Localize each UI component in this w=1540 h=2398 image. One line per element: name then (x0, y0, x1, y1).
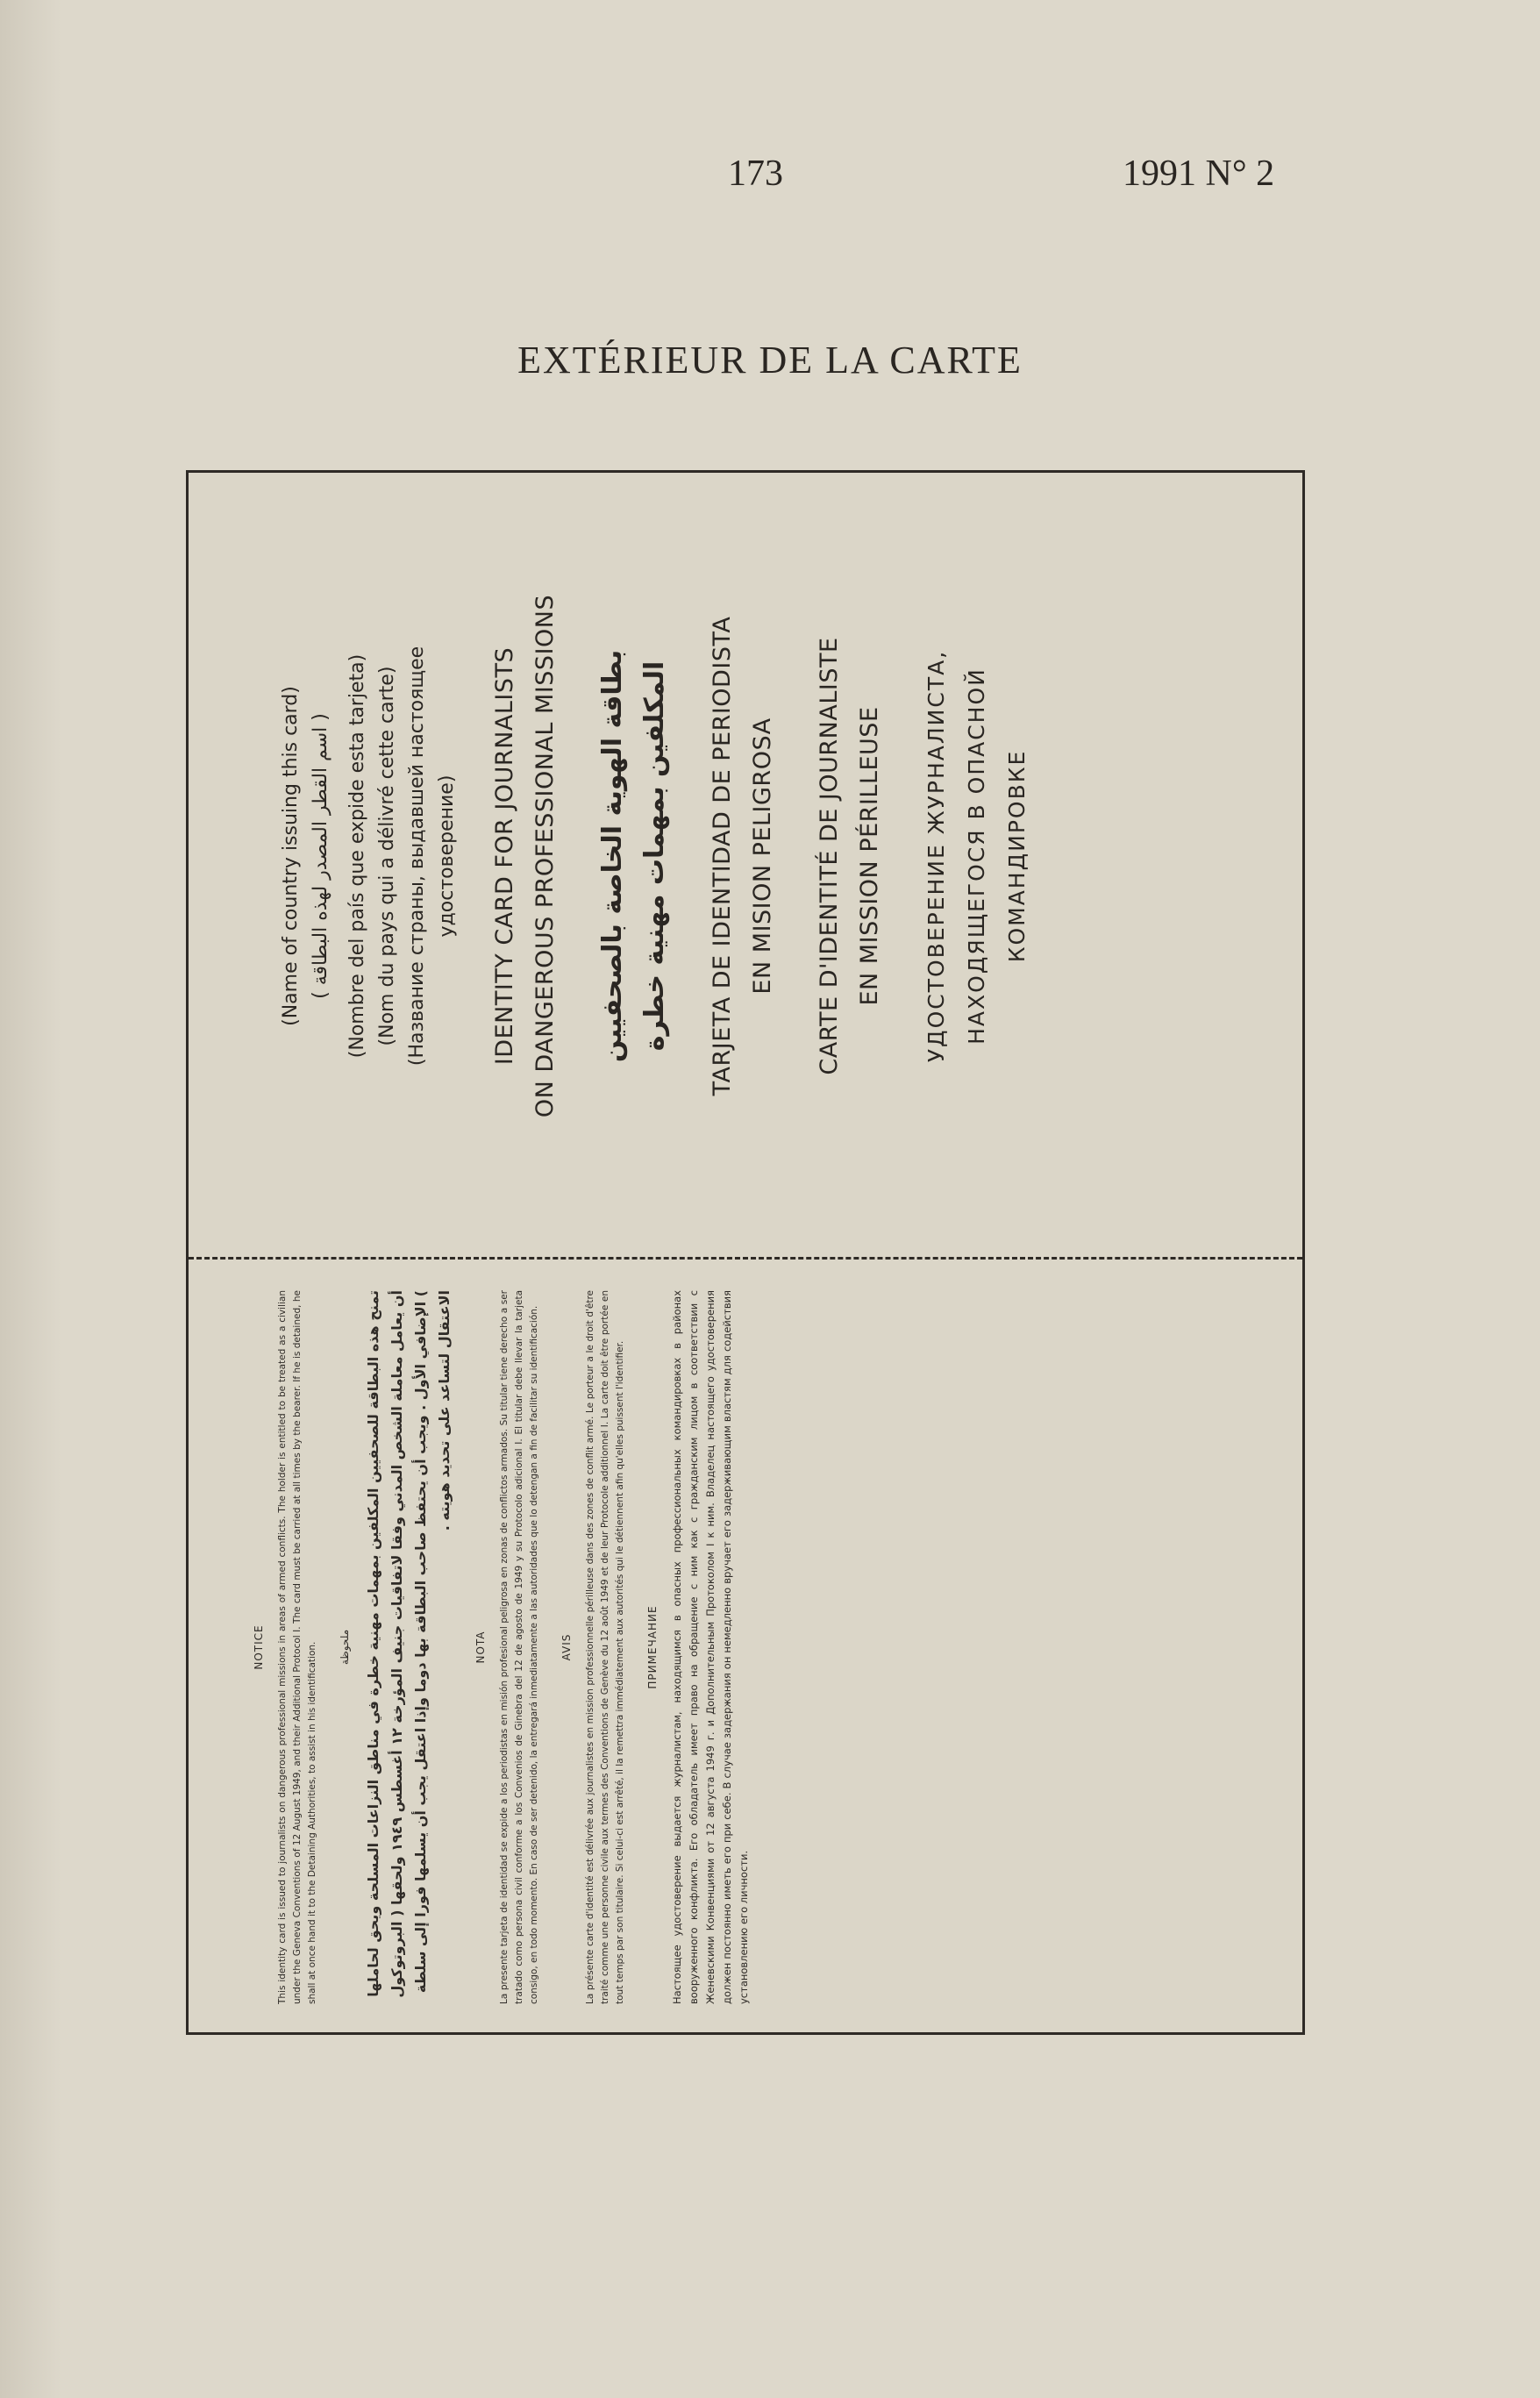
notice-text-ar: تمنح هذه البطاقة للصحفيين المكلفين بمهمات مهنية خطرة في مناطق النزاعات المسلحة ويحق لحاملها أن يعامل معاملة الشخص المدني وفقا لاتفاقيات جنيف المؤرخة ١٢ أغسطس ١٩٤٩ ولحقها ( البروتوكول ) الإضافي الأول . ويجب أن يحتفظ صاحب البطاقة بها دوما وإذا اعتقل يجب أن يسلمها فورا إلى سلطة الاعتقال لتساعد على تحديد هويته . (365, 1290, 453, 1998)
notice-text-es: La presente tarjeta de identidad se expide a los periodistas en misión profesional peligrosa en zonas de conflictos armados. Su titular tiene derecho a ser tratado como persona civil conforme a los Convenios de Ginebra del 12 de agosto de 1949 y su Protocolo adicional I. El titular debe llevar la tarjeta consigo, en todo momento. En caso de ser detenido, la entregará inmediatamente a las autoridades que lo detengan a fin de facilitar su identificación. (499, 1290, 539, 2004)
card-title-ar-1: بطاقة الهوية الخاصة بالصحفيين (597, 649, 628, 1063)
card-title-ar-2: المكلفين بمهمات مهنية خطرة (639, 660, 670, 1052)
country-name-placeholder-ru-1: (Название страны, выдавшей настоящее (406, 646, 428, 1067)
card-title-fr-1: CARTE D'IDENTITÉ DE JOURNALISTE (816, 637, 843, 1075)
notice-text-en: This identity card is issued to journalists on dangerous professional missions in areas of armed conflicts. The holder is entitled to be treated as a civilian under the Geneva Conventions of 12 August 1949, and their Additional Protocol I. The card must be carried at all times by the bearer. If he is detained, he shall at once hand it to the Detaining Authorities, to assist in his identification. (277, 1290, 317, 2004)
card-front-panel (189, 475, 1302, 1246)
card-title-fr-2: EN MISSION PÉRILLEUSE (856, 706, 883, 1006)
notice-heading-ru: ПРИМЕЧАНИЕ (646, 1605, 659, 1689)
card-title-ru-3: КОМАНДИРОВКЕ (1004, 749, 1030, 963)
notice-heading-es: NOTA (474, 1631, 487, 1664)
card-title-ru-1: УДОСТОВЕРЕНИЕ ЖУРНАЛИСТА, (923, 649, 949, 1063)
card-title-en-2: ON DANGEROUS PROFESSIONAL MISSIONS (531, 594, 559, 1118)
notice-text-fr: La présente carte d'identité est délivrée aux journalistes en mission professionnelle périlleuse dans des zones de conflit armé. Le porteur a le droit d'être traité comme une personne civile aux termes des Conventions de Genève du 12 août 1949 et de leur Protocole additionnel I. La carte doit être portée en tout temps par son titulaire. Si celui-ci est arrêté, il la remettra immédiatement aux autorités qui le détiennent afin qu'elles puissent l'identifier. (585, 1290, 625, 2004)
page-number: 173 (728, 153, 783, 194)
country-name-placeholder-fr: (Nom du pays qui a délivré cette carte) (376, 666, 398, 1046)
card-title-es-1: TARJETA DE IDENTIDAD DE PERIODISTA (709, 616, 736, 1096)
country-name-placeholder-es: (Nombre del país que expide esta tarjeta) (346, 653, 368, 1059)
issue-label: 1991 N° 2 (1123, 153, 1275, 194)
card-title-es-2: EN MISION PELIGROSA (749, 717, 776, 995)
country-name-placeholder-en: (Name of country issuing this card) (280, 686, 302, 1026)
page-title: EXTÉRIEUR DE LA CARTE (517, 339, 1023, 382)
country-name-placeholder-ar: ( اسم القطر المصدر لهذه البطاقة ) (310, 713, 332, 999)
notice-heading-en: NOTICE (253, 1624, 265, 1670)
notice-heading-ar: ملحوظة (339, 1629, 351, 1666)
identity-card-outline (186, 470, 1305, 2035)
notice-heading-fr: AVIS (560, 1633, 573, 1661)
card-back-panel (189, 1259, 1302, 2030)
page-header (0, 147, 1540, 200)
country-name-placeholder-ru-2: удостоверение) (436, 774, 458, 938)
card-title-en-1: IDENTITY CARD FOR JOURNALISTS (491, 646, 518, 1066)
notice-text-ru: Настоящее удостоверение выдается журналистам, находящимся в опасных профессиональных командировках в районах вооруженного конфликта. Его обладатель имеет право на обращение с ним как с гражданским лицом в соответствии с Женевскими Конвенциями от 12 августа 1949 г. и Дополнительным Протоколом I к ним. Владелец настоящего удостоверения должен постоянно иметь его при себе. В случае задержания он немедленно вручает его задерживающим властям для содействия установлению его личности. (671, 1290, 750, 2004)
card-title-ru-2: НАХОДЯЩЕГОСЯ В ОПАСНОЙ (964, 667, 989, 1045)
